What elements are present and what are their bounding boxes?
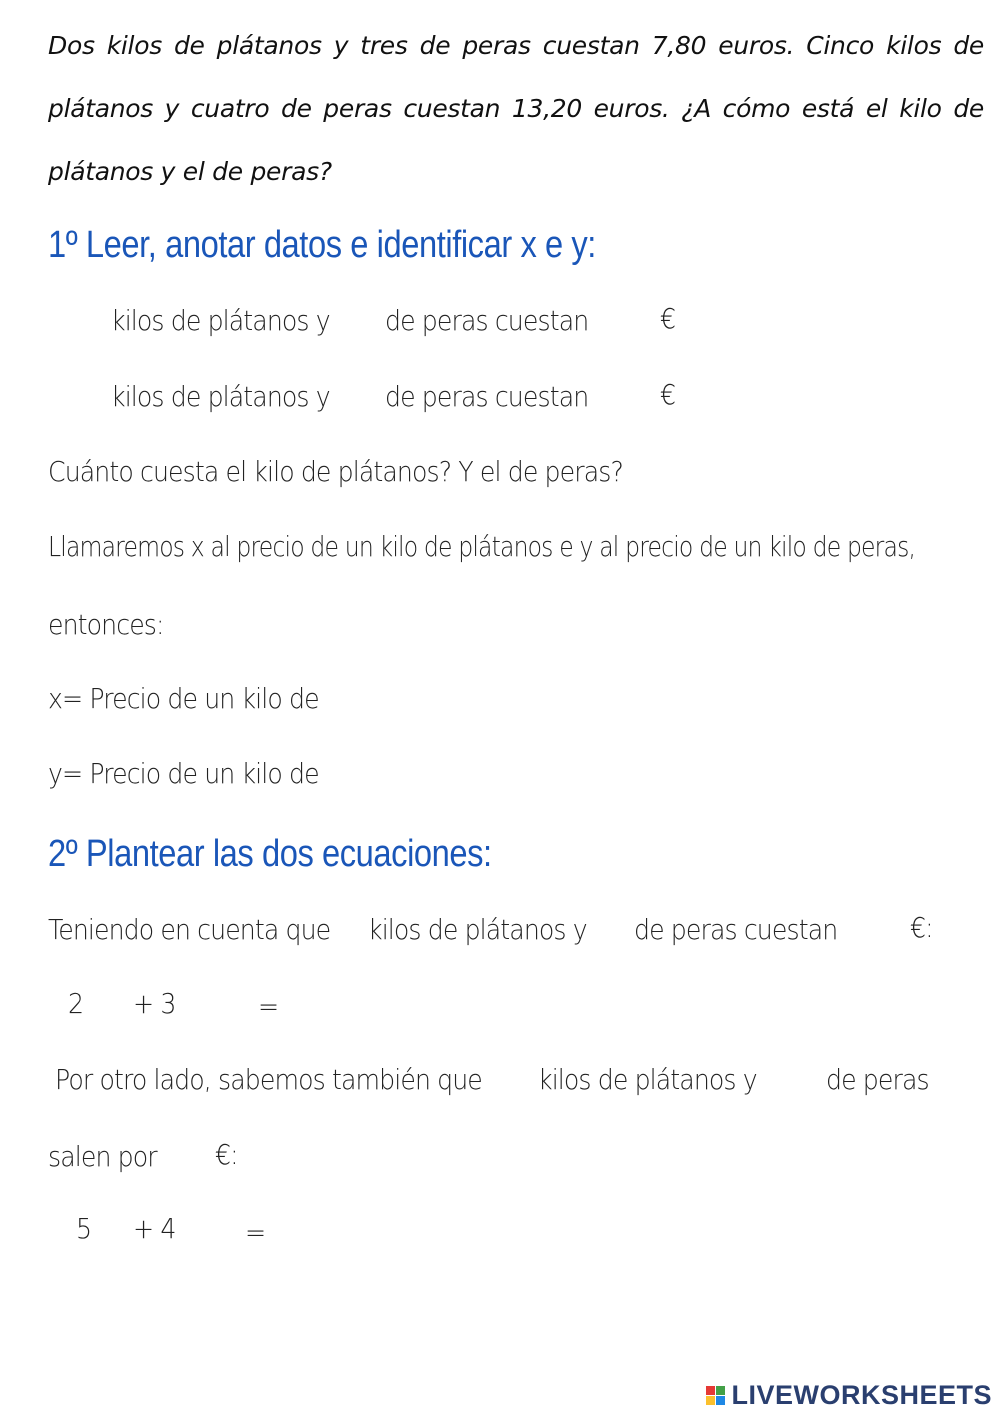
- line3-intro: salen por: [48, 1140, 157, 1173]
- intro-line-2: entonces:: [48, 608, 164, 641]
- eq1-coefficient-x: 2: [68, 987, 84, 1020]
- eq1-plus-y: + 3: [133, 987, 176, 1020]
- question-line: Cuánto cuesta el kilo de plátanos? Y el de peras?: [48, 455, 623, 488]
- problem-statement: Dos kilos de plátanos y tres de peras cuestan 7,80 euros. Cinco kilos de plátanos y cuatro de peras cuestan 13,20 euros. ¿A cómo está el kilo de plátanos y el de peras?: [48, 31, 984, 186]
- eq2-plus-y: + 4: [133, 1212, 176, 1245]
- eq1-equals: =: [258, 990, 279, 1023]
- line1-pears: de peras cuestan: [634, 913, 838, 946]
- logo-icon: [706, 1386, 725, 1405]
- liveworksheets-logo: [706, 1380, 992, 1411]
- line1-intro: Teniendo en cuenta que: [48, 913, 331, 946]
- row1-plantains-label: kilos de plátanos y: [111, 304, 330, 337]
- line2-pears: de peras: [826, 1063, 929, 1096]
- line1-plantains: kilos de plátanos y: [368, 913, 587, 946]
- step1-heading: 1º Leer, anotar datos e identificar x e y:: [48, 224, 596, 266]
- row1-pears-label: de peras cuestan: [385, 304, 589, 337]
- line1-euro-sign: €:: [910, 911, 933, 944]
- line3-euro-sign: €:: [215, 1138, 238, 1171]
- row1-euro-sign: €: [660, 302, 676, 335]
- row2-pears-label: de peras cuestan: [385, 380, 589, 413]
- eq2-coefficient-x: 5: [76, 1212, 92, 1245]
- eq2-equals: =: [245, 1216, 266, 1249]
- intro-line-1: Llamaremos x al precio de un kilo de plátanos e y al precio de un kilo de peras,: [48, 530, 916, 563]
- y-definition: y= Precio de un kilo de: [48, 757, 319, 790]
- line2-intro: Por otro lado, sabemos también que: [55, 1063, 482, 1096]
- x-definition: x= Precio de un kilo de: [48, 682, 319, 715]
- logo-text: LIVEWORKSHEETS: [731, 1380, 992, 1410]
- row2-plantains-label: kilos de plátanos y: [111, 380, 330, 413]
- row2-euro-sign: €: [660, 378, 676, 411]
- line2-plantains: kilos de plátanos y: [538, 1063, 757, 1096]
- step2-heading: 2º Plantear las dos ecuaciones:: [48, 833, 492, 875]
